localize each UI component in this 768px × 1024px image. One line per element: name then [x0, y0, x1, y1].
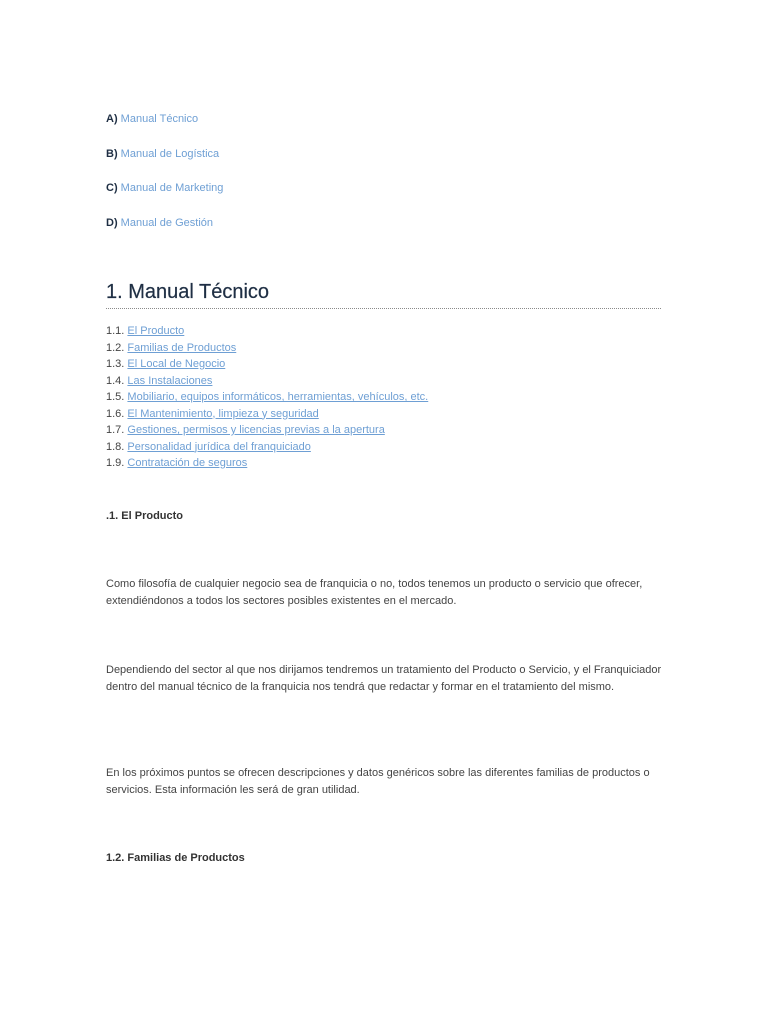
- mantenimiento-link[interactable]: El Mantenimiento, limpieza y seguridad: [127, 407, 319, 420]
- section-title: 1. Manual Técnico: [106, 281, 270, 303]
- contents-item: [106, 439, 428, 456]
- paragraph: En los próximos puntos se ofrecen descripciones y datos genéricos sobre las diferentes familias de productos o servicios. Esta información les será de gran utilidad.: [106, 767, 650, 796]
- paragraph: Dependiendo del sector al que nos dirijamos tendremos un tratamiento del Producto o Servicio, y el Franquiciador dentro del manual técnico de la franquicia nos tendrá que redactar y formar en el tratamiento del mismo.: [106, 664, 662, 693]
- mobiliario-link[interactable]: Mobiliario, equipos informáticos, herramientas, vehículos, etc.: [127, 391, 429, 403]
- subsection-heading-familias: 1.2. Familias de Productos: [106, 852, 245, 864]
- subsection-heading-producto: .1. El Producto: [106, 510, 184, 522]
- manual-index-item: [106, 147, 223, 161]
- contents-number: 1.7.: [106, 424, 125, 436]
- contents-item: [106, 356, 428, 373]
- contratacion-seguros-link[interactable]: Contratación de seguros: [127, 457, 248, 469]
- contents-number: 1.8.: [106, 440, 125, 453]
- local-negocio-link[interactable]: El Local de Negocio: [127, 358, 226, 370]
- contents-item: [106, 340, 428, 357]
- contents-item: [106, 455, 428, 472]
- contents-item: [106, 406, 428, 423]
- contents-number: 1.6.: [106, 407, 125, 420]
- index-letter: B): [106, 147, 118, 160]
- contents-number: 1.5.: [106, 391, 125, 403]
- contents-item: [106, 323, 428, 340]
- manual-tecnico-link[interactable]: Manual Técnico: [120, 113, 199, 125]
- el-producto-link[interactable]: El Producto: [127, 325, 185, 337]
- contents-number: 1.3.: [106, 358, 125, 370]
- instalaciones-link[interactable]: Las Instalaciones: [127, 374, 213, 387]
- manual-index-item: [106, 112, 223, 126]
- contents-number: 1.4.: [106, 374, 125, 387]
- manual-logistica-link[interactable]: Manual de Logística: [120, 147, 220, 160]
- manual-index-item: [106, 216, 223, 230]
- index-letter: C): [106, 182, 118, 194]
- index-letter: A): [106, 113, 118, 125]
- section-contents: [106, 323, 428, 472]
- section-divider: [106, 308, 661, 309]
- manual-index-item: [106, 181, 223, 195]
- index-letter: D): [106, 216, 118, 229]
- contents-number: 1.1.: [106, 325, 125, 337]
- paragraph: Como filosofía de cualquier negocio sea de franquicia o no, todos tenemos un producto o servicio que ofrecer, extendiéndonos a todos los sectores posibles existentes en el mercado.: [106, 578, 643, 607]
- manual-index: [106, 112, 223, 250]
- contents-item: [106, 389, 428, 406]
- personalidad-juridica-link[interactable]: Personalidad jurídica del franquiciado: [127, 440, 311, 453]
- contents-number: 1.2.: [106, 341, 125, 354]
- contents-item: [106, 373, 428, 390]
- contents-item: [106, 422, 428, 439]
- manual-marketing-link[interactable]: Manual de Marketing: [120, 182, 224, 194]
- gestiones-permisos-link[interactable]: Gestiones, permisos y licencias previas a la apertura: [127, 424, 385, 436]
- familias-productos-link[interactable]: Familias de Productos: [127, 341, 237, 354]
- manual-gestion-link[interactable]: Manual de Gestión: [120, 216, 214, 229]
- contents-number: 1.9.: [106, 457, 125, 469]
